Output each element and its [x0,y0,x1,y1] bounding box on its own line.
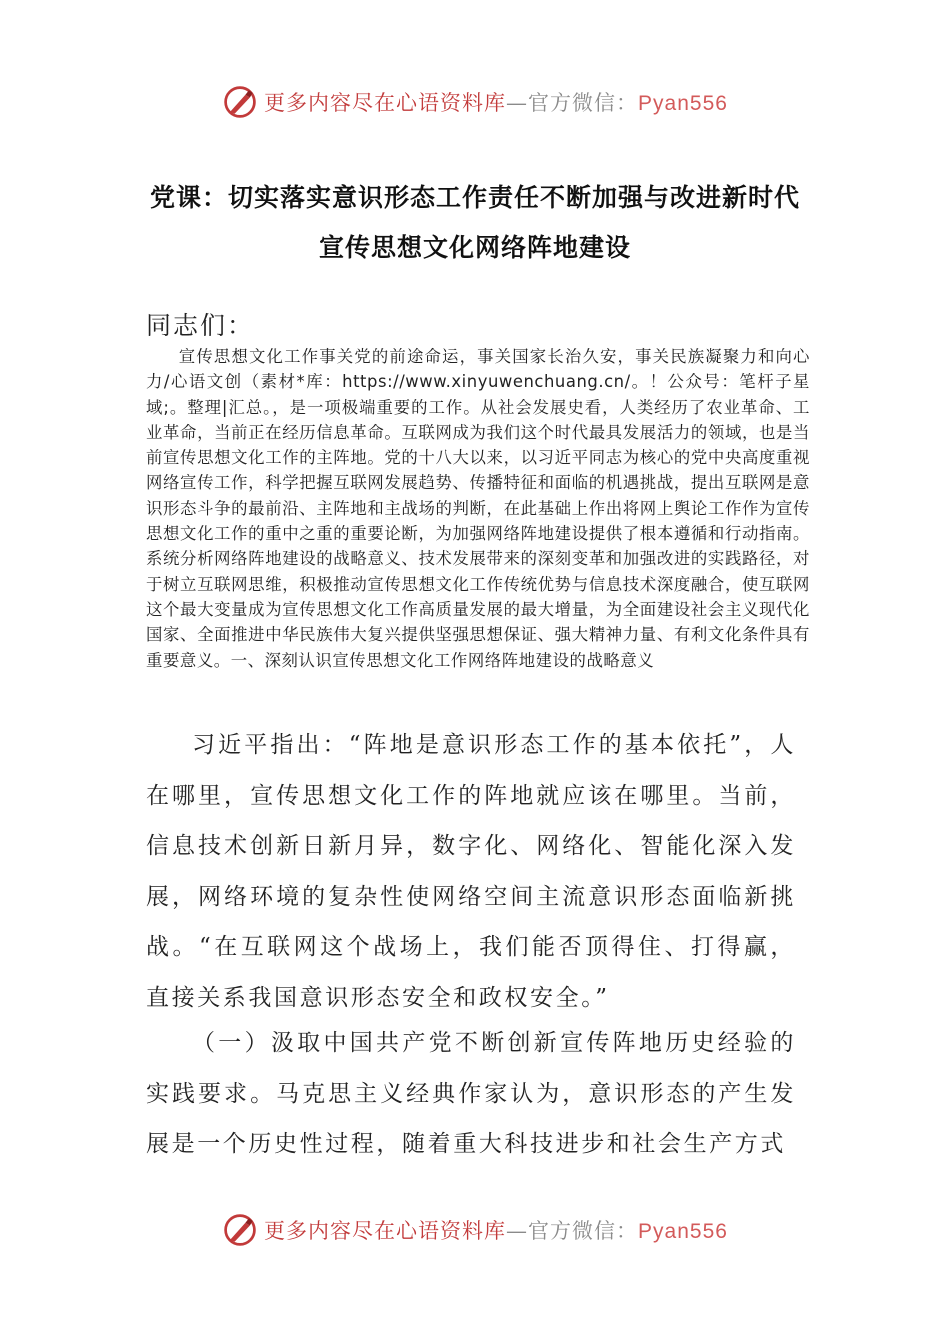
watermark-main-text: 更多内容尽在心语资料库 [264,1219,507,1243]
watermark-official-label: —官方微信： [506,1219,639,1243]
watermark-handle: Pyan556 [638,1220,728,1243]
watermark-official-label: —官方微信： [506,91,639,115]
body-paragraph-2: （一）汲取中国共产党不断创新宣传阵地历史经验的实践要求。马克思主义经典作家认为，意识形态的产生发展是一个历史性过程，随着重大科技进步和社会生产方式 [146,1030,796,1157]
salutation: 同志们： [146,311,255,340]
intro-paragraph: 宣传思想文化工作事关党的前途命运，事关国家长治久安，事关民族凝聚力和向心力/心语文创（素材*库：https://www.xinyuwenchuang.cn/。！公众号：笔杆子星域;。整理|汇总。，是一项极端重要的工作。从社会发展史看，人类经历了农业革命、工业革命，当前正在经历信息革命。互联网成为我们这个时代最具发展活力的领域，也是当前宣传思想文化工作的主阵地。党的十八大以来，以习近平同志为核心的党中央高度重视网络宣传工作，科学把握互联网发展趋势、传播特征和面临的机遇挑战，提出互联网是意识形态斗争的最前沿、主阵地和主战场的判断，在此基础上作出将网上舆论工作作为宣传思想文化工作的重中之重的重要论断，为加强网络阵地建设提供了根本遵循和行动指南。系统分析网络阵地建设的战略意义、技术发展带来的深刻变革和加强改进的实践路径，对于树立互联网思维，积极推动宣传思想文化工作传统优势与信息技术深度融合，使互联网这个最大变量成为宣传思想文化工作高质量发展的最大增量，为全面建设社会主义现代化国家、全面推进中华民族伟大复兴提供坚强思想保证、强大精神力量、有利文化条件具有重要意义。一、深刻认识宣传思想文化工作网络阵地建设的战略意义 [146,347,810,670]
pen-circle-logo-icon [222,84,258,120]
pen-circle-logo-icon [222,1212,258,1248]
footer-watermark [0,1208,950,1252]
watermark-main-text: 更多内容尽在心语资料库 [264,91,507,115]
header-watermark [0,80,950,124]
document-title-line-1: 党课：切实落实意识形态工作责任不断加强与改进新时代 [149,183,800,212]
watermark-text [264,87,728,117]
document-title-line-2: 宣传思想文化网络阵地建设 [318,233,631,262]
watermark-handle: Pyan556 [638,92,728,115]
watermark-text [264,1215,728,1245]
body-paragraph-1: 习近平指出：“阵地是意识形态工作的基本依托”，人在哪里，宣传思想文化工作的阵地就应该在哪里。当前，信息技术创新日新月异，数字化、网络化、智能化深入发展，网络环境的复杂性使网络空间主流意识形态面临新挑战。“在互联网这个战场上，我们能否顶得住、打得赢，直接关系我国意识形态安全和政权安全。” [146,732,796,1011]
